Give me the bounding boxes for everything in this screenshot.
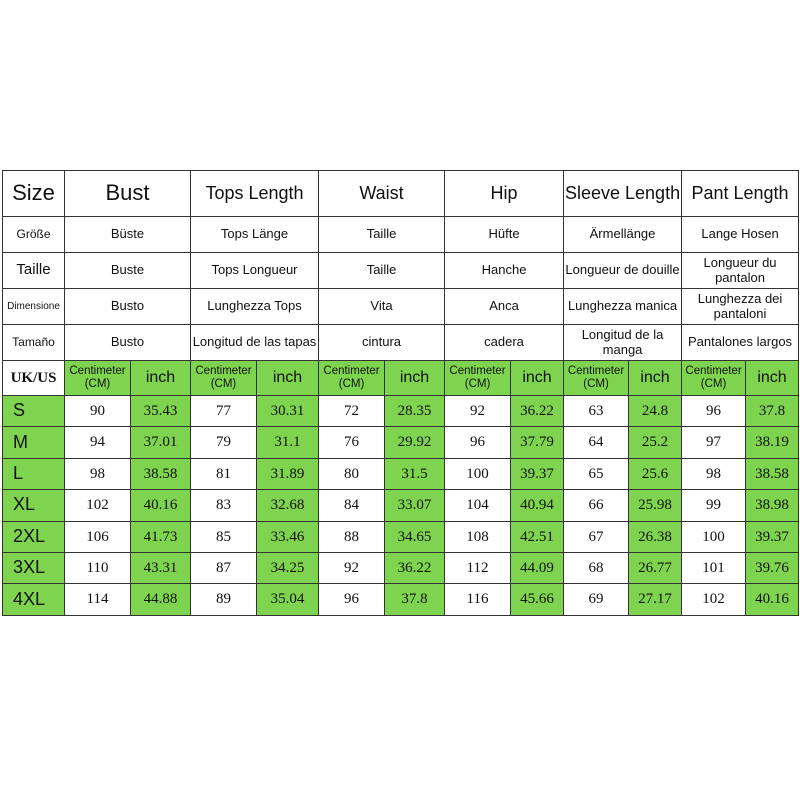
inch-value: 27.17 [629,584,682,615]
inch-value: 33.07 [385,490,445,521]
translation-row-german [3,217,799,253]
size-label: L [3,458,65,489]
region-label: UK/US [3,361,65,396]
cm-value: 100 [682,521,746,552]
inch-value: 33.46 [257,521,319,552]
size-row-s [3,396,799,427]
inch-value: 45.66 [511,584,564,615]
translation-cell: Tops Länge [191,217,319,253]
cm-value: 84 [319,490,385,521]
inch-value: 34.25 [257,552,319,583]
translation-cell: Longueur de douille [564,253,682,289]
inch-value: 35.04 [257,584,319,615]
cm-value: 102 [682,584,746,615]
cm-value: 96 [319,584,385,615]
inch-value: 40.16 [746,584,799,615]
cm-value: 99 [682,490,746,521]
translation-cell: Busto [65,289,191,325]
cm-value: 102 [65,490,131,521]
size-label: 3XL [3,552,65,583]
inch-value: 38.58 [746,458,799,489]
unit-inch: inch [511,361,564,396]
translation-cell: Taille [319,217,445,253]
inch-value: 39.37 [746,521,799,552]
inch-value: 24.8 [629,396,682,427]
inch-value: 25.2 [629,427,682,458]
translation-row-italian [3,289,799,325]
inch-value: 40.94 [511,490,564,521]
size-row-4xl [3,584,799,615]
translation-cell: Taille [319,253,445,289]
cm-value: 80 [319,458,385,489]
cm-value: 92 [319,552,385,583]
translation-label: Tamaño [3,325,65,361]
inch-value: 26.77 [629,552,682,583]
translation-cell: Anca [445,289,564,325]
inch-value: 37.8 [385,584,445,615]
size-row-2xl [3,521,799,552]
cm-value: 67 [564,521,629,552]
inch-value: 44.09 [511,552,564,583]
translation-cell: Tops Longueur [191,253,319,289]
inch-value: 42.51 [511,521,564,552]
cm-value: 106 [65,521,131,552]
cm-value: 96 [445,427,511,458]
translation-cell: Büste [65,217,191,253]
translation-cell: Longitud de las tapas [191,325,319,361]
cm-value: 97 [682,427,746,458]
inch-value: 31.5 [385,458,445,489]
inch-value: 37.01 [131,427,191,458]
size-label: S [3,396,65,427]
header-waist: Waist [319,171,445,217]
translation-cell: Longitud de la manga [564,325,682,361]
inch-value: 43.31 [131,552,191,583]
unit-cm: Centimeter (CM) [191,361,257,396]
unit-cm: Centimeter (CM) [564,361,629,396]
cm-value: 92 [445,396,511,427]
inch-value: 36.22 [385,552,445,583]
translation-cell: Longueur du pantalon [682,253,799,289]
cm-value: 66 [564,490,629,521]
translation-cell: cadera [445,325,564,361]
translation-cell: Hüfte [445,217,564,253]
inch-value: 26.38 [629,521,682,552]
inch-value: 31.1 [257,427,319,458]
inch-value: 38.19 [746,427,799,458]
cm-value: 108 [445,521,511,552]
inch-value: 39.37 [511,458,564,489]
size-row-xl [3,490,799,521]
translation-label: Taille [3,253,65,289]
cm-value: 104 [445,490,511,521]
translation-cell: Lunghezza manica [564,289,682,325]
cm-value: 65 [564,458,629,489]
cm-value: 116 [445,584,511,615]
unit-cm: Centimeter (CM) [319,361,385,396]
unit-inch: inch [385,361,445,396]
size-label: M [3,427,65,458]
cm-value: 96 [682,396,746,427]
inch-value: 29.92 [385,427,445,458]
cm-value: 88 [319,521,385,552]
unit-inch: inch [746,361,799,396]
unit-inch: inch [257,361,319,396]
cm-value: 63 [564,396,629,427]
cm-value: 89 [191,584,257,615]
size-label: 4XL [3,584,65,615]
translation-row-spanish [3,325,799,361]
inch-value: 40.16 [131,490,191,521]
unit-row [3,361,799,396]
inch-value: 35.43 [131,396,191,427]
translation-row-french [3,253,799,289]
translation-cell: Hanche [445,253,564,289]
translation-cell: Pantalones largos [682,325,799,361]
cm-value: 100 [445,458,511,489]
cm-value: 81 [191,458,257,489]
cm-value: 76 [319,427,385,458]
header-sleeve-length: Sleeve Length [564,171,682,217]
translation-cell: Busto [65,325,191,361]
translation-cell: Buste [65,253,191,289]
translation-cell: Lunghezza dei pantaloni [682,289,799,325]
inch-value: 34.65 [385,521,445,552]
translation-cell: cintura [319,325,445,361]
inch-value: 37.8 [746,396,799,427]
header-hip: Hip [445,171,564,217]
unit-cm: Centimeter (CM) [65,361,131,396]
cm-value: 77 [191,396,257,427]
unit-inch: inch [629,361,682,396]
cm-value: 72 [319,396,385,427]
inch-value: 30.31 [257,396,319,427]
inch-value: 25.6 [629,458,682,489]
header-row [3,171,799,217]
inch-value: 28.35 [385,396,445,427]
cm-value: 98 [65,458,131,489]
cm-value: 112 [445,552,511,583]
inch-value: 38.98 [746,490,799,521]
cm-value: 98 [682,458,746,489]
inch-value: 36.22 [511,396,564,427]
size-row-l [3,458,799,489]
cm-value: 94 [65,427,131,458]
inch-value: 31.89 [257,458,319,489]
translation-label: Dimensione [3,289,65,325]
header-size: Size [3,171,65,217]
cm-value: 85 [191,521,257,552]
unit-inch: inch [131,361,191,396]
cm-value: 79 [191,427,257,458]
translation-cell: Lunghezza Tops [191,289,319,325]
header-tops-length: Tops Length [191,171,319,217]
translation-label: Größe [3,217,65,253]
size-label: XL [3,490,65,521]
cm-value: 90 [65,396,131,427]
cm-value: 83 [191,490,257,521]
cm-value: 114 [65,584,131,615]
inch-value: 32.68 [257,490,319,521]
inch-value: 38.58 [131,458,191,489]
cm-value: 64 [564,427,629,458]
inch-value: 41.73 [131,521,191,552]
unit-cm: Centimeter (CM) [682,361,746,396]
translation-cell: Vita [319,289,445,325]
inch-value: 39.76 [746,552,799,583]
size-row-3xl [3,552,799,583]
size-row-m [3,427,799,458]
header-pant-length: Pant Length [682,171,799,217]
size-chart-table [2,170,799,616]
cm-value: 101 [682,552,746,583]
size-label: 2XL [3,521,65,552]
cm-value: 68 [564,552,629,583]
cm-value: 87 [191,552,257,583]
unit-cm: Centimeter (CM) [445,361,511,396]
translation-cell: Ärmellänge [564,217,682,253]
inch-value: 37.79 [511,427,564,458]
header-bust: Bust [65,171,191,217]
cm-value: 110 [65,552,131,583]
inch-value: 25.98 [629,490,682,521]
cm-value: 69 [564,584,629,615]
translation-cell: Lange Hosen [682,217,799,253]
inch-value: 44.88 [131,584,191,615]
